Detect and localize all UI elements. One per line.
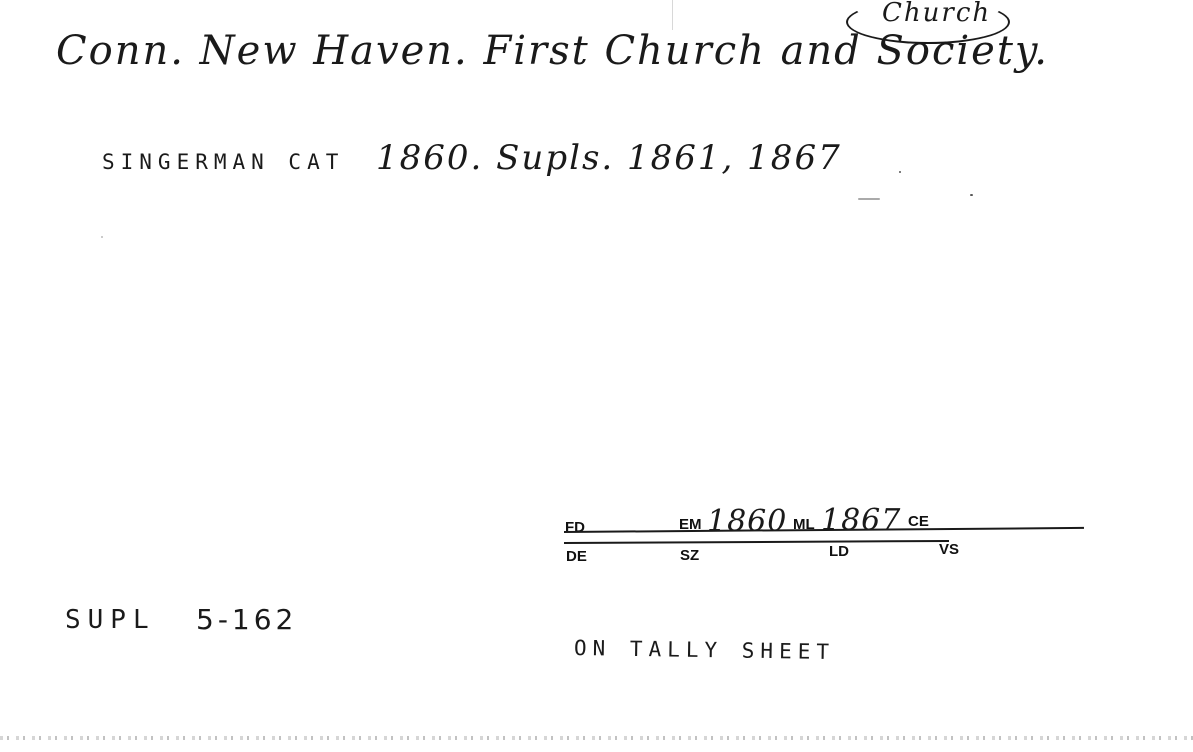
ml-label: ML [793,516,815,533]
vs-label: VS [939,541,960,558]
tally-note: ON TALLY SHEET [573,636,836,665]
tag-text: Church [882,0,992,28]
em-label: EM [679,516,702,533]
circled-tag [846,0,1010,44]
supl-value: 5-162 [196,603,298,636]
speck [858,198,880,200]
form-rule-bottom [564,540,949,544]
sz-label: SZ [680,547,700,564]
fold-crease [672,0,673,30]
speck [101,236,103,238]
fd-label: FD [565,519,585,536]
ml-value: 1867 [821,503,902,538]
em-value: 1860 [707,504,788,539]
speck [899,171,901,173]
scan-edge-noise [0,736,1193,740]
catalog-note: 1860. Supls. 1861, 1867 [376,138,842,178]
speck [970,194,973,196]
ld-label: LD [829,543,849,560]
ce-label: CE [908,513,929,530]
supl-label: SUPL [65,605,156,635]
catalog-label: SINGERMAN CAT [102,150,345,174]
de-label: DE [566,548,587,565]
card-heading: Conn. New Haven. First Church and Society. [56,28,1049,74]
